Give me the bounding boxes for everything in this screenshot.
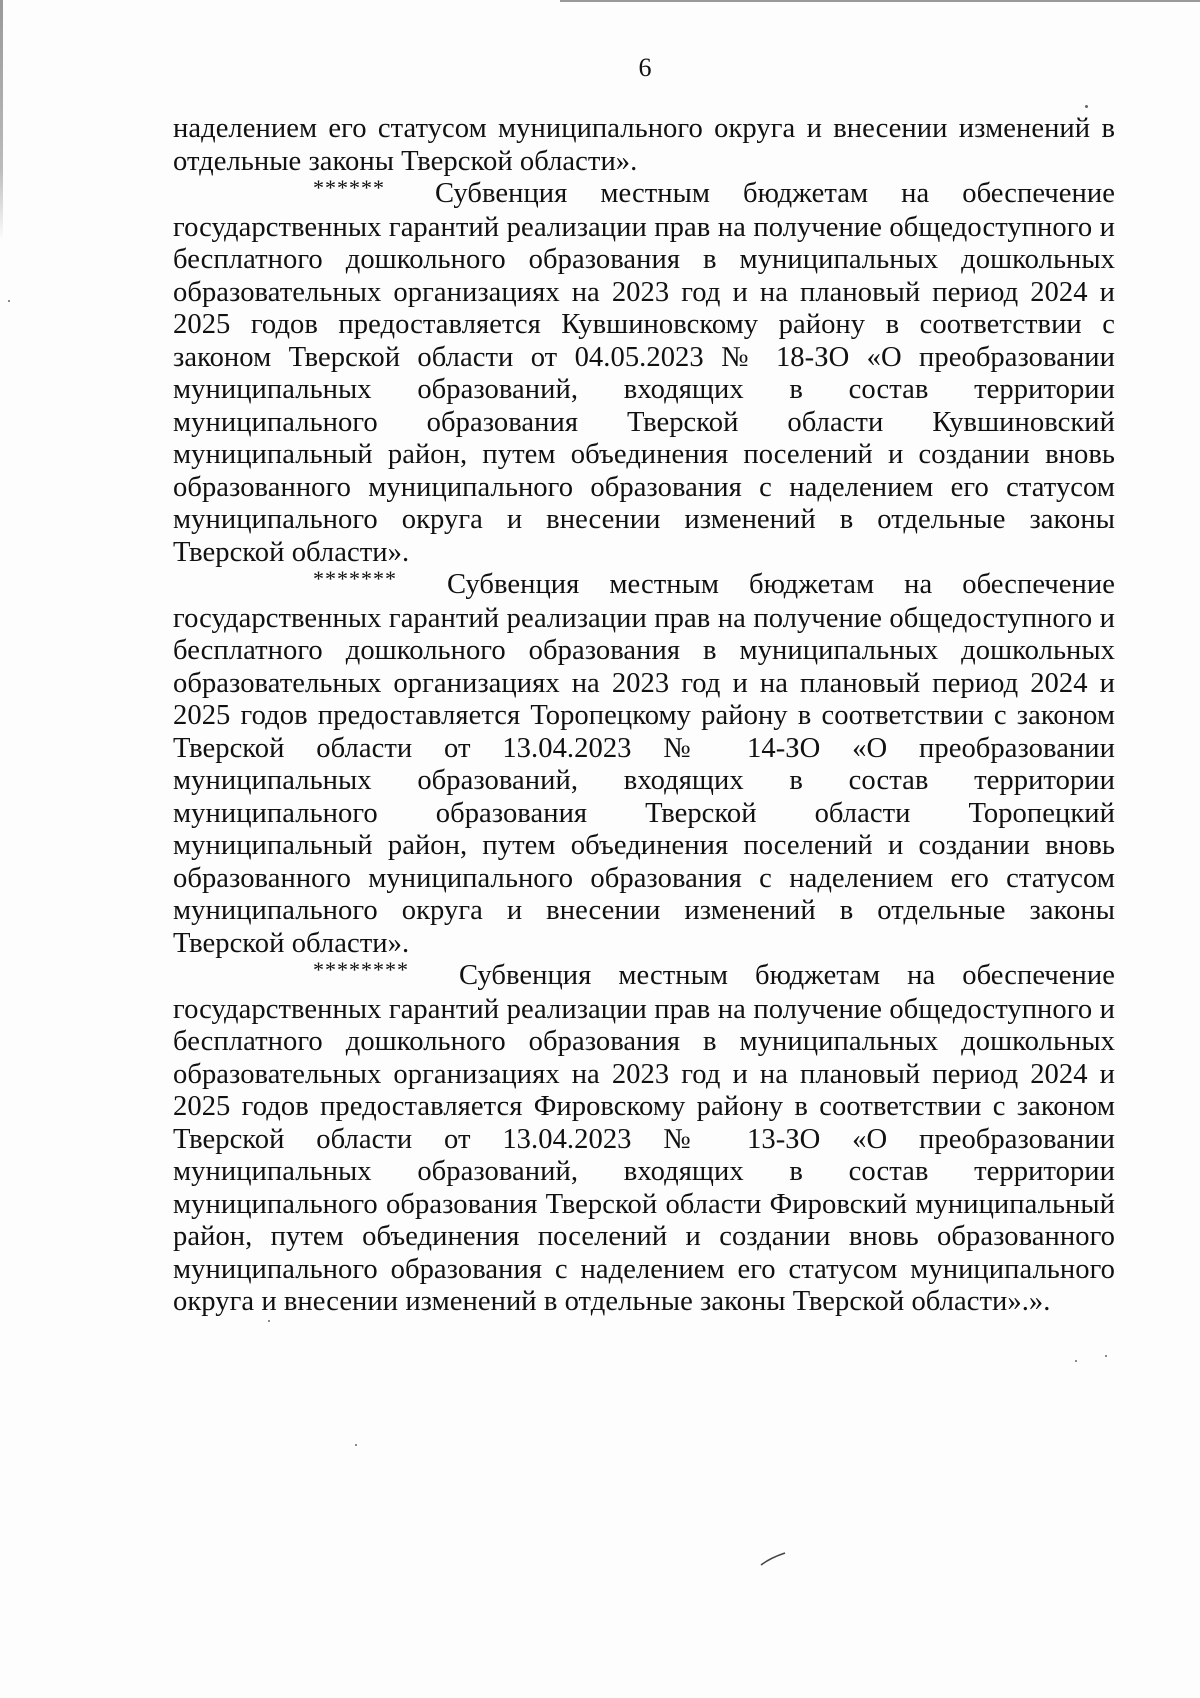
scan-edge-top bbox=[560, 0, 1200, 2]
scan-speck bbox=[1085, 105, 1088, 108]
paragraph-text: Субвенция местным бюджетам на обеспечение государственных гарантий реализации прав на получение общедоступного и бесплатного дошкольного образования в муниципальных дошкольных образовательных организациях на 2023 год и на плановый период 2024 и 2025 годов предоставляется Кувшиновскому району в соответствии с законом Тверской области от 04.05.2023 № 18-ЗО «О преобразовании муниципальных образований, входящих в состав территории муниципального образования Тверской области Кувшиновский муниципальный район, путем объединения поселений и создании вновь образованного муниципального образования с наделением его статусом муниципального округа и внесении изменений в отдельные законы Тверской области». bbox=[173, 178, 1115, 568]
scan-edge-left bbox=[0, 0, 3, 240]
paragraph-toropets bbox=[173, 566, 1115, 960]
scan-speck bbox=[355, 1444, 357, 1446]
footnote-marker: ******* bbox=[313, 566, 397, 591]
scan-speck bbox=[1105, 1355, 1107, 1357]
scan-speck bbox=[1075, 1360, 1077, 1362]
paragraph-text: наделением его статусом муниципального округа и внесении изменений в отдельные законы Тверской области». bbox=[173, 113, 1115, 177]
scan-speck bbox=[8, 300, 10, 302]
footnote-marker: ****** bbox=[313, 175, 385, 200]
paragraph-continuation bbox=[173, 113, 1115, 178]
pen-mark bbox=[760, 1552, 786, 1566]
scan-speck bbox=[268, 1320, 270, 1322]
paragraph-kuvshinovo bbox=[173, 175, 1115, 569]
document-body bbox=[173, 113, 1115, 1319]
paragraph-firovo bbox=[173, 957, 1115, 1319]
page-number: 6 bbox=[638, 53, 652, 82]
paragraph-text: Субвенция местным бюджетам на обеспечение государственных гарантий реализации прав на получение общедоступного и бесплатного дошкольного образования в муниципальных дошкольных образовательных организациях на 2023 год и на плановый период 2024 и 2025 годов предоставляется Торопецкому району в соответствии с законом Тверской области от 13.04.2023 № 14-ЗО «О преобразовании муниципальных образований, входящих в состав территории муниципального образования Тверской области Торопецкий муниципальный район, путем объединения поселений и создании вновь образованного муниципального образования с наделением его статусом муниципального округа и внесении изменений в отдельные законы Тверской области». bbox=[173, 569, 1115, 959]
paragraph-text: Субвенция местным бюджетам на обеспечение государственных гарантий реализации прав на получение общедоступного и бесплатного дошкольного образования в муниципальных дошкольных образовательных организациях на 2023 год и на плановый период 2024 и 2025 годов предоставляется Фировскому району в соответствии с законом Тверской области от 13.04.2023 № 13-ЗО «О преобразовании муниципальных образований, входящих в состав территории муниципального образования Тверской области Фировский муниципальный район, путем объединения поселений и создании вновь образованного муниципального образования с наделением его статусом муниципального округа и внесении изменений в отдельные законы Тверской области».». bbox=[173, 960, 1115, 1317]
footnote-marker: ******** bbox=[313, 957, 409, 982]
